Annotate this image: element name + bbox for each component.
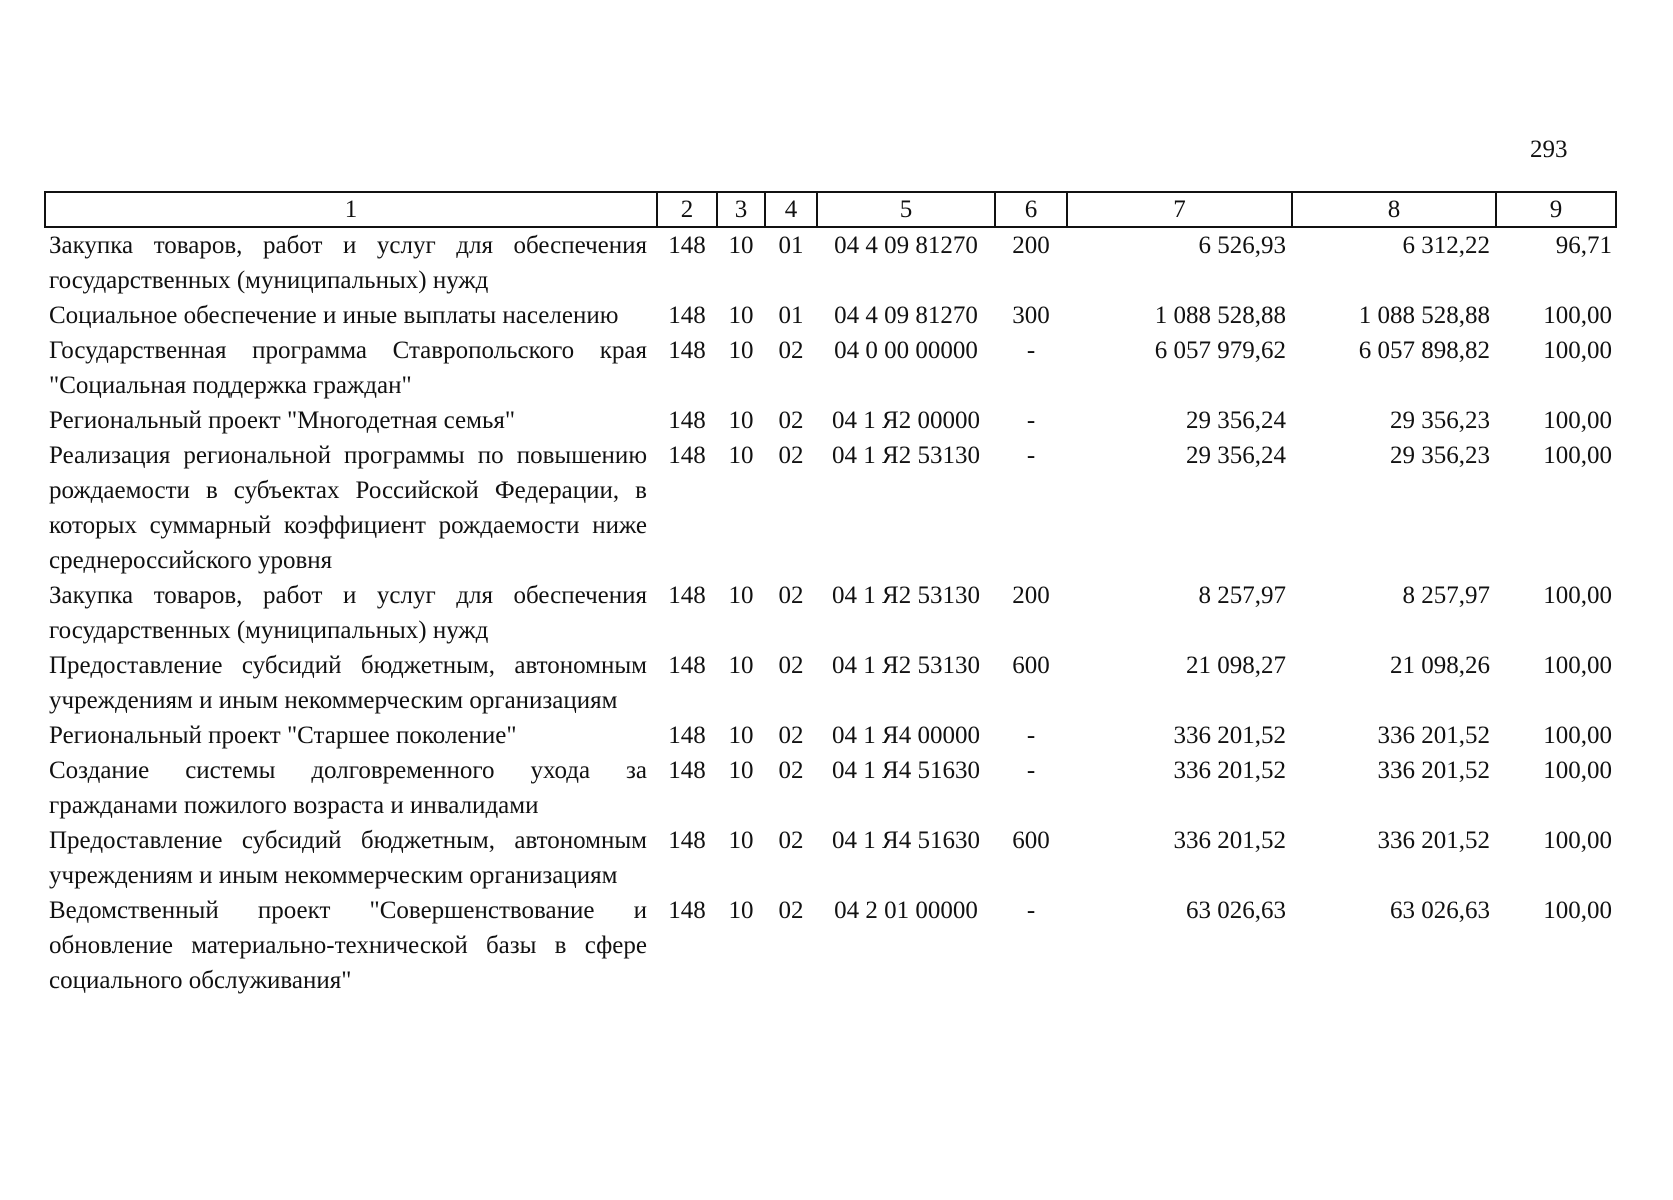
cell-section: 10	[728, 407, 754, 434]
cell-name: Социальное обеспечение и иные выплаты населению	[49, 302, 619, 329]
cell-executed-amount: 63 026,63	[1390, 897, 1490, 924]
column-header-8: 8	[1292, 192, 1496, 227]
cell-expense-type: -	[1026, 897, 1036, 924]
cell-subsection: 02	[778, 442, 804, 469]
cell-target-article: 04 0 00 00000	[834, 337, 978, 364]
table-row	[45, 403, 1616, 438]
table-row	[45, 648, 1616, 718]
cell-section: 10	[728, 302, 754, 329]
column-header-9: 9	[1496, 192, 1616, 227]
cell-executed-amount: 29 356,23	[1390, 407, 1490, 434]
cell-section: 10	[728, 827, 754, 854]
cell-expense-type: -	[1026, 337, 1036, 364]
table-row	[45, 718, 1616, 753]
cell-execution-percent: 100,00	[1543, 757, 1612, 784]
cell-ministry-code: 148	[668, 232, 706, 259]
cell-execution-percent: 96,71	[1555, 232, 1612, 259]
cell-planned-amount: 29 356,24	[1186, 407, 1286, 434]
cell-expense-type: 200	[1012, 232, 1050, 259]
cell-executed-amount: 336 201,52	[1377, 757, 1490, 784]
cell-target-article: 04 4 09 81270	[834, 302, 978, 329]
cell-execution-percent: 100,00	[1543, 897, 1612, 924]
cell-subsection: 01	[778, 232, 804, 259]
cell-section: 10	[728, 897, 754, 924]
cell-expense-type: -	[1026, 722, 1036, 749]
cell-expense-type: 600	[1012, 652, 1050, 679]
cell-executed-amount: 336 201,52	[1377, 827, 1490, 854]
column-header-1: 1	[45, 192, 657, 227]
cell-ministry-code: 148	[668, 302, 706, 329]
cell-subsection: 02	[778, 407, 804, 434]
cell-name: Закупка товаров, работ и услуг для обеспечения государственных (муниципальных) нужд	[49, 582, 647, 644]
cell-ministry-code: 148	[668, 582, 706, 609]
cell-section: 10	[728, 652, 754, 679]
cell-subsection: 02	[778, 582, 804, 609]
cell-expense-type: 300	[1012, 302, 1050, 329]
cell-executed-amount: 21 098,26	[1390, 652, 1490, 679]
cell-subsection: 02	[778, 652, 804, 679]
table-row	[45, 753, 1616, 823]
cell-expense-type: -	[1026, 442, 1036, 469]
cell-target-article: 04 2 01 00000	[834, 897, 978, 924]
cell-planned-amount: 6 526,93	[1198, 232, 1286, 259]
table-body	[45, 227, 1616, 998]
cell-target-article: 04 1 Я4 51630	[832, 827, 980, 854]
cell-planned-amount: 1 088 528,88	[1154, 302, 1286, 329]
cell-planned-amount: 29 356,24	[1186, 442, 1286, 469]
cell-name: Государственная программа Ставропольского края "Социальная поддержка граждан"	[49, 337, 647, 399]
cell-executed-amount: 1 088 528,88	[1358, 302, 1490, 329]
cell-execution-percent: 100,00	[1543, 337, 1612, 364]
cell-subsection: 02	[778, 827, 804, 854]
cell-ministry-code: 148	[668, 722, 706, 749]
cell-ministry-code: 148	[668, 897, 706, 924]
cell-section: 10	[728, 582, 754, 609]
cell-planned-amount: 8 257,97	[1198, 582, 1286, 609]
table-row	[45, 298, 1616, 333]
cell-subsection: 02	[778, 722, 804, 749]
table-row	[45, 823, 1616, 893]
cell-execution-percent: 100,00	[1543, 722, 1612, 749]
cell-name: Региональный проект "Многодетная семья"	[49, 407, 516, 434]
table-header-row	[45, 192, 1616, 227]
cell-name: Закупка товаров, работ и услуг для обеспечения государственных (муниципальных) нужд	[49, 232, 647, 294]
cell-name: Предоставление субсидий бюджетным, автономным учреждениям и иным некоммерческим организациям	[49, 652, 647, 714]
cell-executed-amount: 29 356,23	[1390, 442, 1490, 469]
cell-section: 10	[728, 337, 754, 364]
cell-execution-percent: 100,00	[1543, 302, 1612, 329]
cell-target-article: 04 4 09 81270	[834, 232, 978, 259]
table-row	[45, 893, 1616, 998]
cell-execution-percent: 100,00	[1543, 407, 1612, 434]
cell-name: Предоставление субсидий бюджетным, автономным учреждениям и иным некоммерческим организациям	[49, 827, 647, 889]
cell-target-article: 04 1 Я4 51630	[832, 757, 980, 784]
cell-executed-amount: 6 312,22	[1402, 232, 1490, 259]
column-header-6: 6	[995, 192, 1067, 227]
cell-execution-percent: 100,00	[1543, 442, 1612, 469]
cell-execution-percent: 100,00	[1543, 582, 1612, 609]
cell-section: 10	[728, 442, 754, 469]
cell-ministry-code: 148	[668, 652, 706, 679]
cell-target-article: 04 1 Я2 53130	[832, 652, 980, 679]
column-header-5: 5	[817, 192, 995, 227]
table-row	[45, 333, 1616, 403]
cell-execution-percent: 100,00	[1543, 652, 1612, 679]
cell-executed-amount: 336 201,52	[1377, 722, 1490, 749]
column-header-7: 7	[1067, 192, 1292, 227]
cell-target-article: 04 1 Я2 53130	[832, 442, 980, 469]
cell-planned-amount: 336 201,52	[1173, 757, 1286, 784]
cell-planned-amount: 63 026,63	[1186, 897, 1286, 924]
column-header-2: 2	[657, 192, 717, 227]
cell-expense-type: 600	[1012, 827, 1050, 854]
cell-expense-type: -	[1026, 757, 1036, 784]
cell-execution-percent: 100,00	[1543, 827, 1612, 854]
cell-planned-amount: 6 057 979,62	[1154, 337, 1286, 364]
column-header-3: 3	[717, 192, 765, 227]
cell-executed-amount: 6 057 898,82	[1358, 337, 1490, 364]
cell-ministry-code: 148	[668, 827, 706, 854]
cell-name: Региональный проект "Старшее поколение"	[49, 722, 517, 749]
cell-expense-type: -	[1026, 407, 1036, 434]
cell-ministry-code: 148	[668, 337, 706, 364]
cell-subsection: 01	[778, 302, 804, 329]
cell-ministry-code: 148	[668, 407, 706, 434]
table-row	[45, 438, 1616, 578]
cell-executed-amount: 8 257,97	[1402, 582, 1490, 609]
table-header	[45, 192, 1616, 227]
cell-planned-amount: 336 201,52	[1173, 827, 1286, 854]
cell-subsection: 02	[778, 757, 804, 784]
cell-ministry-code: 148	[668, 757, 706, 784]
table-row	[45, 578, 1616, 648]
column-header-4: 4	[765, 192, 817, 227]
budget-table	[44, 191, 1617, 998]
cell-expense-type: 200	[1012, 582, 1050, 609]
cell-name: Ведомственный проект "Совершенствование и обновление материально-технической базы в сфере социального обслуживания"	[49, 897, 647, 994]
page-number: 293	[1530, 136, 1568, 163]
cell-name: Реализация региональной программы по повышению рождаемости в субъектах Российской Федерации, в которых суммарный коэффициент рождаемости ниже среднероссийского уровня	[49, 442, 647, 574]
cell-section: 10	[728, 232, 754, 259]
cell-planned-amount: 336 201,52	[1173, 722, 1286, 749]
cell-name: Создание системы долговременного ухода за гражданами пожилого возраста и инвалидами	[49, 757, 647, 819]
cell-section: 10	[728, 757, 754, 784]
table-row	[45, 227, 1616, 298]
cell-target-article: 04 1 Я2 00000	[832, 407, 980, 434]
cell-subsection: 02	[778, 337, 804, 364]
cell-section: 10	[728, 722, 754, 749]
cell-ministry-code: 148	[668, 442, 706, 469]
cell-subsection: 02	[778, 897, 804, 924]
cell-planned-amount: 21 098,27	[1186, 652, 1286, 679]
cell-target-article: 04 1 Я2 53130	[832, 582, 980, 609]
cell-target-article: 04 1 Я4 00000	[832, 722, 980, 749]
